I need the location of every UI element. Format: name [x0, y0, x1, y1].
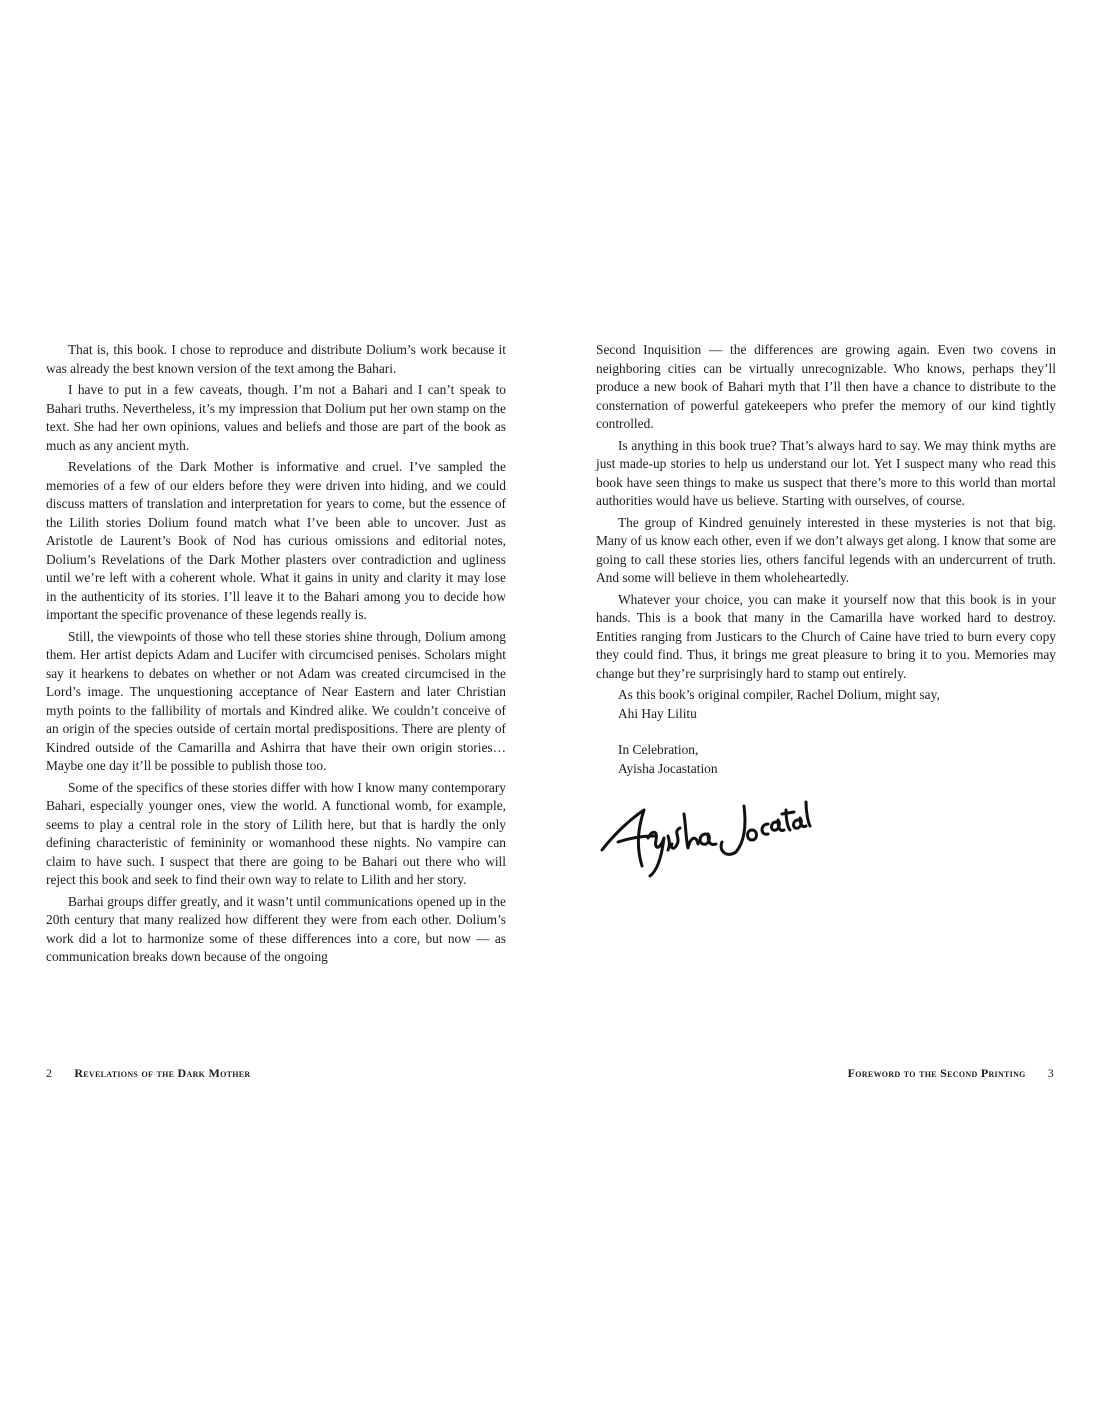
right-page-body: [596, 341, 1056, 880]
right-page-footer: [848, 1066, 1054, 1081]
quote-line: Ahi Hay Lilitu: [618, 705, 697, 721]
paragraph: Some of the specifics of these stories differ with how I know many contemporary Bahari, especially younger ones, view the world. A functional womb, for example, seems to play a central role in the story of Lilith here, but that is hardly the only defining characteristic of femininity or womanhood these nights. No vampire can claim to have such. I suspect that there are going to be Bahari out there who will reject this book and seek to find their own way to relate to Lilith and her story.: [46, 779, 506, 887]
paragraph-continued: Second Inquisition — the differences are growing again. Even two covens in neighboring cities can be virtually unrecognizable. Who knows, perhaps they’ll produce a new book of Bahari myth that I’ll then have a chance to distribute to the consternation of powerful gatekeepers who prefer the memory of our kind tightly controlled.: [596, 342, 1056, 431]
signature-icon: [596, 780, 816, 880]
paragraph: Is anything in this book true? That’s always hard to say. We may think myths are just made-up stories to help us understand our lot. Yet I suspect many who read this book have seen things to make us suspect that there’s more to this world than mortal authorities would have us believe. Starting with ourselves, of course.: [596, 437, 1056, 508]
paragraph: I have to put in a few caveats, though. I’m not a Bahari and I can’t speak to Bahari truths. Nevertheless, it’s my impression that Dolium put her own stamp on the text. She had her own opinions, values and beliefs and those are part of the book as much as any ancient myth.: [46, 382, 506, 453]
left-page-footer: [46, 1066, 251, 1081]
paragraph: Still, the viewpoints of those who tell these stories shine through, Dolium among them. Her artist depicts Adam and Lucifer with circumcised penises. Scholars might say it hearkens to debates on whether or not Adam was created circumcised in the Lord’s image. The unquestioning acceptance of Near Eastern and later Christian myth points to the fallibility of mortals and Kindred alike. We couldn’t conceive of an origin of the species outside of certain mortal predispositions. There are plenty of Kindred outside of the Camarilla and Ashirra that have their own origin stories… Maybe one day it’ll be possible to publish those too.: [46, 628, 506, 773]
page-number: 2: [46, 1066, 53, 1080]
running-title: Foreword to the Second Printing: [847, 1066, 1026, 1080]
paragraph: Barhai groups differ greatly, and it wasn’t until communications opened up in the 20th century that many realized how different they were from each other. Dolium’s work did a lot to harmonize some of these differences into a core, but now — as communication breaks down because of the ongoing: [46, 893, 506, 964]
running-title: Revelations of the Dark Mother: [74, 1066, 251, 1080]
paragraph: The group of Kindred genuinely interested in these mysteries is not that big. Many of us know each other, even if we don’t always get along. I know that some are going to call these stories lies, others fanciful legends with an undercurrent of truth. And some will believe in them wholeheartedly.: [596, 514, 1056, 585]
paragraph: As this book’s original compiler, Rachel Dolium, might say,: [618, 687, 940, 702]
left-page-body: [46, 341, 506, 970]
closing-line: In Celebration,: [618, 742, 699, 757]
spacer: [596, 723, 1056, 741]
paragraph: That is, this book. I chose to reproduce and distribute Dolium’s work because it was already the best known version of the text among the Bahari.: [46, 342, 506, 376]
page-number: 3: [1047, 1066, 1054, 1080]
paragraph: Revelations of the Dark Mother is informative and cruel. I’ve sampled the memories of a few of our elders before they were driven into hiding, and we could discuss matters of translation and interpretation for years to come, but the essence of the Lilith stories Dolium found match what I’ve been able to uncover. Just as Aristotle de Laurent’s Book of Nod has curious omissions and editorial notes, Dolium’s Revelations of the Dark Mother plasters over contradiction and ugliness until we’re left with a coherent whole. What it gains in unity and clarity it may lose in the authenticity of its stories. I’ll leave it to the Bahari among you to decide how important the specific provenance of these legends really is.: [46, 459, 506, 622]
paragraph: Whatever your choice, you can make it yourself now that this book is in your hands. This is a book that many in the Camarilla have worked hard to destroy. Entities ranging from Justicars to the Church of Caine have tried to burn every copy they could find. Thus, it brings me great pleasure to bring it to you. Memories may change but they’re surprisingly hard to stamp out entirely.: [596, 591, 1056, 681]
author-name: Ayisha Jocastation: [618, 760, 718, 776]
